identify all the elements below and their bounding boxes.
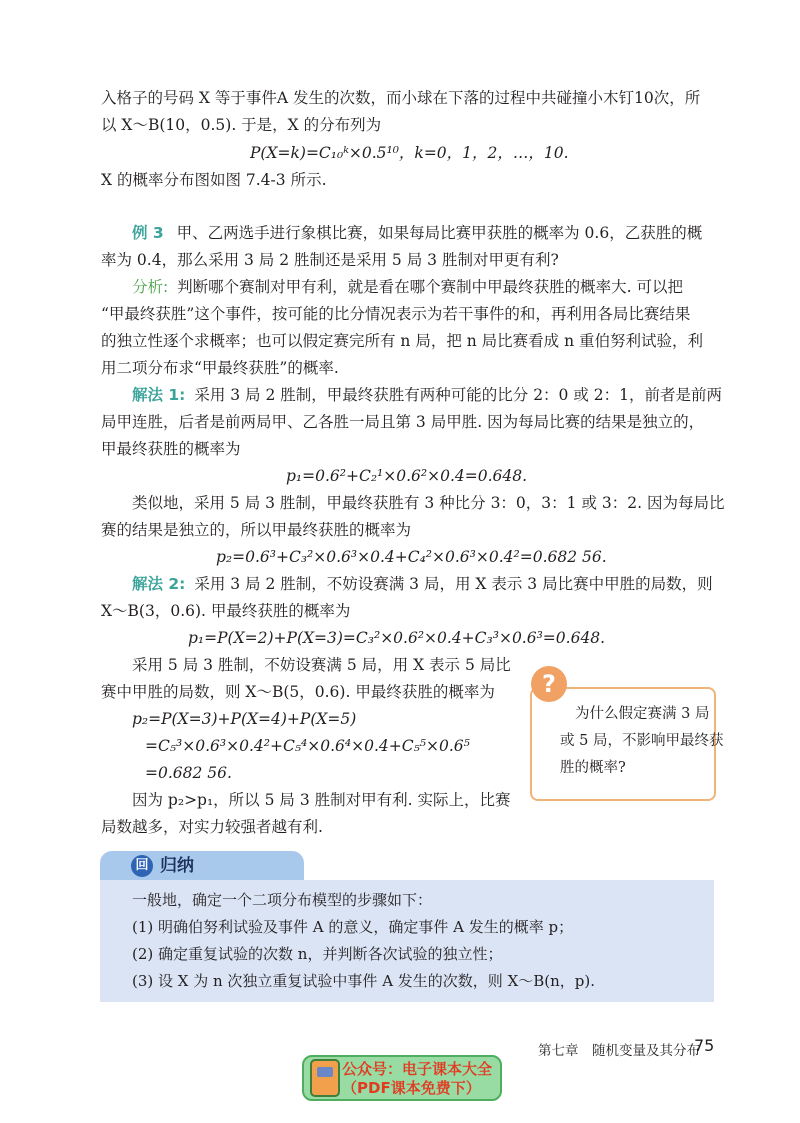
example-label: 例 3 — [132, 224, 164, 242]
summary-step-3: (3) 设 X 为 n 次独立重复试验中事件 A 发生的次数，则 X～B(n，p). — [132, 972, 596, 990]
analysis-label: 分析: — [132, 278, 169, 296]
intro-line-1: 入格子的号码 X 等于事件A 发生的次数，而小球在下落的过程中共碰撞小木钉10次，所 — [101, 89, 701, 107]
solution1-line-5: 赛的结果是独立的，所以甲最终获胜的概率为 — [101, 521, 412, 539]
intro-formula: P(X=k)=C₁₀ᵏ×0.5¹⁰，k=0，1，2，…，10. — [250, 144, 569, 162]
example-line-1: 甲、乙两选手进行象棋比赛，如果每局比赛甲获胜的概率为 0.6，乙获胜的概 — [176, 224, 703, 242]
solution2-line-2: X～B(3，0.6). 甲最终获胜的概率为 — [101, 602, 351, 620]
summary-step-2: (2) 确定重复试验的次数 n，并判断各次试验的独立性； — [132, 945, 503, 963]
analysis-block — [132, 277, 683, 297]
solution2-block — [132, 574, 713, 594]
solution1-label: 解法 1: — [132, 386, 186, 404]
solution1-line-2: 局甲连胜，后者是前两局甲、乙各胜一局且第 3 局甲胜. 因为每局比赛的结果是独立的， — [101, 413, 705, 431]
solution2-formula-1: p₁=P(X=2)+P(X=3)=C₃²×0.6²×0.4+C₃³×0.6³=0.648. — [188, 629, 606, 647]
solution2-formula-2b: =C₅³×0.6³×0.4²+C₅⁴×0.6⁴×0.4+C₅⁵×0.6⁵ — [145, 737, 470, 755]
question-line-2: 或 5 局，不影响甲最终获 — [560, 733, 724, 749]
solution2-line-6: 局数越多，对实力较强者越有利. — [101, 818, 323, 836]
analysis-line-2: “甲最终获胜”这个事件，按可能的比分情况表示为若干事件的和，再利用各局比赛结果 — [101, 305, 691, 323]
solution1-formula-2: p₂=0.6³+C₃²×0.6³×0.4+C₄²×0.6³×0.4²=0.682 56. — [216, 548, 607, 566]
solution1-line-1: 采用 3 局 2 胜制，甲最终获胜有两种可能的比分 2：0 或 2：1，前者是前两 — [194, 386, 722, 404]
solution2-line-4: 赛中甲胜的局数，则 X～B(5，0.6). 甲最终获胜的概率为 — [101, 683, 495, 701]
analysis-line-3: 的独立性逐个求概率；也可以假定赛完所有 n 局，把 n 局比赛看成 n 重伯努利试验，利 — [101, 332, 704, 350]
watermark-line-2: （PDF课本免费下） — [342, 1079, 481, 1097]
solution1-block — [132, 385, 722, 405]
intro-line-3: X 的概率分布图如图 7.4-3 所示. — [101, 171, 327, 189]
intro-line-2: 以 X～B(10，0.5). 于是，X 的分布列为 — [101, 116, 382, 134]
question-line-1: 为什么假定赛满 3 局 — [575, 706, 710, 722]
page-number: 75 — [694, 1036, 715, 1055]
solution2-formula-2c: =0.682 56. — [145, 764, 232, 782]
solution2-line-5: 因为 p₂>p₁，所以 5 局 3 胜制对甲有利. 实际上，比赛 — [132, 791, 511, 809]
solution2-formula-2a: p₂=P(X=3)+P(X=4)+P(X=5) — [132, 710, 357, 728]
example-line-2: 率为 0.4，那么采用 3 局 2 胜制还是采用 5 局 3 胜制对甲更有利? — [101, 251, 559, 269]
analysis-line-1: 判断哪个赛制对甲有利，就是看在哪个赛制中甲最终获胜的概率大. 可以把 — [177, 278, 684, 296]
question-mark-icon: ? — [531, 666, 567, 702]
summary-step-1: (1) 明确伯努利试验及事件 A 的意义，确定事件 A 发生的概率 p； — [132, 918, 574, 936]
analysis-line-4: 用二项分布求“甲最终获胜”的概率. — [101, 359, 339, 377]
solution1-line-3: 甲最终获胜的概率为 — [101, 440, 241, 458]
solution2-line-3: 采用 5 局 3 胜制，不妨设赛满 5 局，用 X 表示 5 局比 — [132, 656, 511, 674]
summary-title: 归纳 — [160, 856, 194, 876]
footer-chapter: 第七章 随机变量及其分布 — [538, 1043, 700, 1059]
question-line-3: 胜的概率? — [560, 760, 626, 776]
solution2-line-1: 采用 3 局 2 胜制，不妨设赛满 3 局，用 X 表示 3 局比赛中甲胜的局数，则 — [194, 575, 713, 593]
summary-intro: 一般地，确定一个二项分布模型的步骤如下： — [132, 891, 433, 909]
solution2-label: 解法 2: — [132, 575, 186, 593]
summary-icon: 回 — [131, 855, 153, 877]
book-icon — [310, 1059, 340, 1097]
solution1-formula-1: p₁=0.6²+C₂¹×0.6²×0.4=0.648. — [286, 467, 528, 485]
watermark-line-1: 公众号：电子课本大全 — [342, 1060, 493, 1078]
example-block — [132, 223, 702, 243]
solution1-line-4: 类似地，采用 5 局 3 胜制，甲最终获胜有 3 种比分 3：0，3：1 或 3：2. 因为每局比 — [132, 494, 725, 512]
